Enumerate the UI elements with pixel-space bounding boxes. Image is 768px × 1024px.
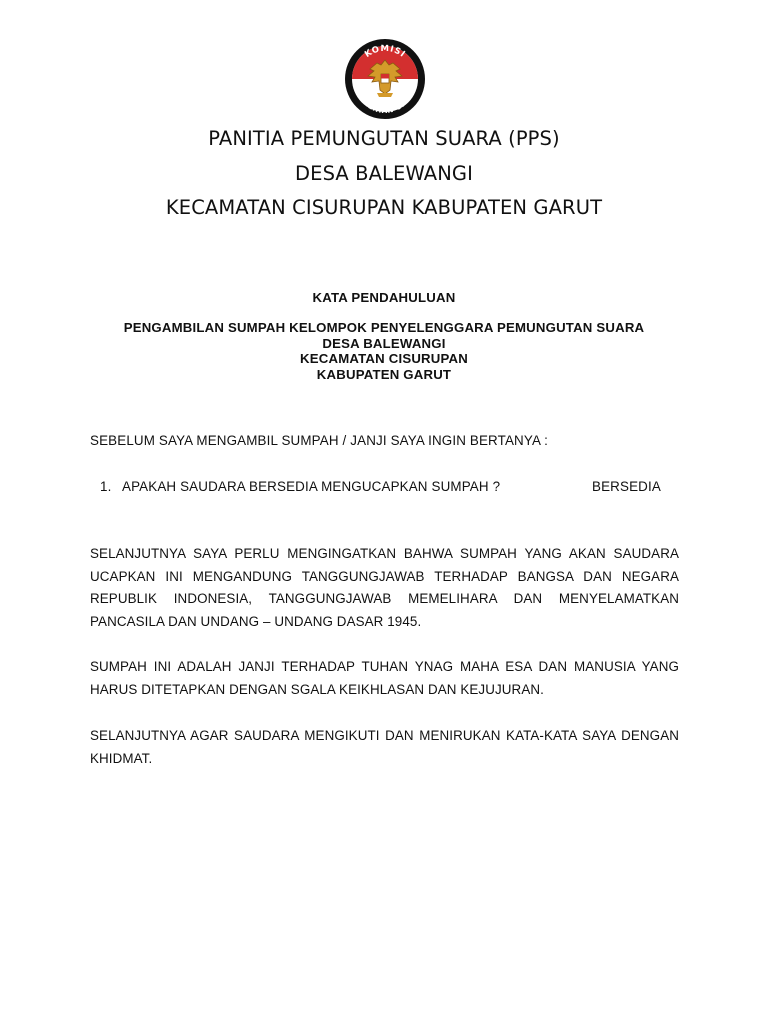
logo-bottom-text: PEMILIHAN UMUM	[354, 86, 416, 116]
subtitle-line-1: PENGAMBILAN SUMPAH KELOMPOK PENYELENGGARA PEMUNGUTAN SUARA	[123, 320, 645, 335]
kpu-logo	[344, 38, 426, 120]
subtitle-line-3: KECAMATAN CISURUPAN	[300, 351, 468, 366]
question-text: APAKAH SAUDARA BERSEDIA MENGUCAPKAN SUMPAH ?	[122, 479, 501, 494]
header-village: DESA BALEWANGI	[295, 162, 473, 185]
intro-text: SEBELUM SAYA MENGAMBIL SUMPAH / JANJI SAYA INGIN BERTANYA :	[90, 433, 549, 448]
question-number: 1.	[100, 479, 112, 494]
header-district: KECAMATAN CISURUPAN KABUPATEN GARUT	[165, 196, 603, 219]
paragraph-1: SELANJUTNYA SAYA PERLU MENGINGATKAN BAHWA SUMPAH YANG AKAN SAUDARA UCAPKAN INI MENGANDUNG TANGGUNGJAWAB TERHADAP BANGSA DAN NEGARA REPUBLIK INDONESIA, TANGGUNGJAWAB MEMELIHARA DAN MENYELAMATKAN PANCASILA DAN UNDANG – UNDANG DASAR 1945.	[90, 546, 679, 630]
document-subtitle	[0, 320, 768, 382]
paragraph-3: SELANJUTNYA AGAR SAUDARA MENGIKUTI DAN MENIRUKAN KATA-KATA SAYA DENGAN KHIDMAT.	[90, 728, 679, 766]
logo-top-text: KOMISI	[363, 43, 408, 60]
document-title: KATA PENDAHULUAN	[312, 290, 456, 305]
paragraph-2: SUMPAH INI ADALAH JANJI TERHADAP TUHAN YNAG MAHA ESA DAN MANUSIA YANG HARUS DITETAPKAN DENGAN SGALA KEIKHLASAN DAN KEJUJURAN.	[90, 659, 679, 697]
header-committee: PANITIA PEMUNGUTAN SUARA (PPS)	[208, 127, 560, 150]
subtitle-line-2: DESA BALEWANGI	[322, 335, 446, 351]
subtitle-line-4: KABUPATEN GARUT	[316, 366, 452, 382]
question-answer: BERSEDIA	[592, 479, 661, 494]
